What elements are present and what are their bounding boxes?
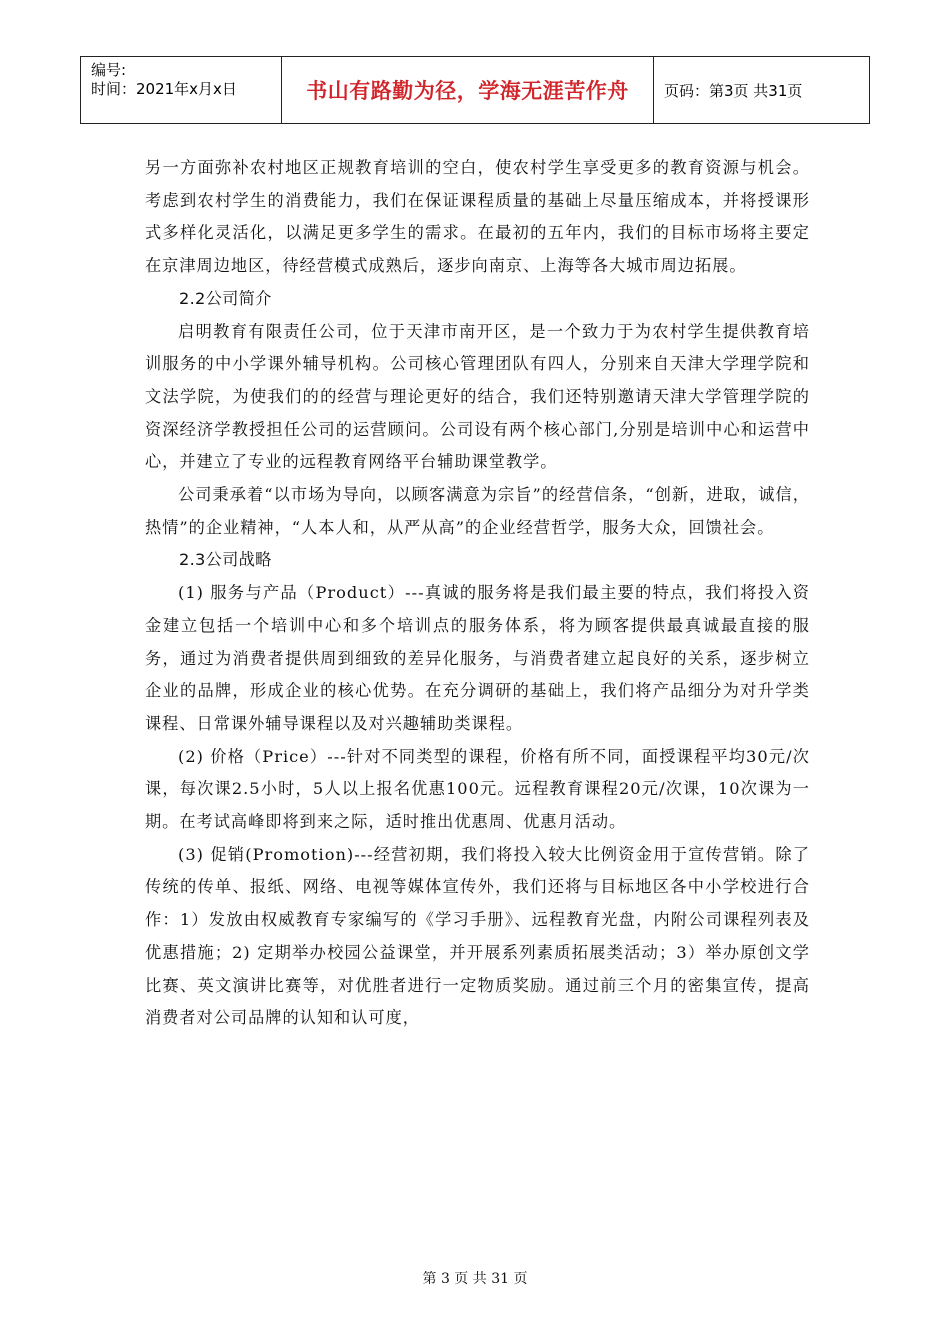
serial-number-label: 编号:: [91, 61, 127, 79]
header-motto: 书山有路勤为径，学海无涯苦作舟: [306, 79, 629, 103]
page-header-table: [80, 56, 870, 124]
header-meta-cell: [81, 57, 282, 123]
date-label: 时间：2021年x月x日: [91, 80, 237, 98]
header-page-cell: [654, 57, 869, 123]
paragraph-company-values: 公司秉承着“以市场为导向，以顾客满意为宗旨”的经营信条，“创新，进取，诚信，热情”的企业精神，“人本人和，从严从高”的企业经营哲学，服务大众，回馈社会。: [145, 485, 810, 537]
footer-page-number: 第 3 页 共 31 页: [422, 1271, 528, 1287]
paragraph-strategy-product: (1) 服务与产品（Product）---真诚的服务将是我们最主要的特点，我们将投入资金建立包括一个培训中心和多个培训点的服务体系，将为顾客提供最真诚最直接的服务，通过为消费者提供周到细致的差异化服务，与消费者建立起良好的关系，逐步树立企业的品牌，形成企业的核心优势。在充分调研的基础上，我们将产品细分为对升学类课程、日常课外辅导课程以及对兴趣辅助类课程。: [145, 583, 810, 733]
section-heading-company-strategy: 2.3公司战略: [179, 550, 272, 570]
paragraph-continuation: 另一方面弥补农村地区正规教育培训的空白，使农村学生享受更多的教育资源与机会。考虑到农村学生的消费能力，我们在保证课程质量的基础上尽量压缩成本，并将授课形式多样化灵活化，以满足更多学生的需求。在最初的五年内，我们的目标市场将主要定在京津周边地区，待经营模式成熟后，逐步向南京、上海等各大城市周边拓展。: [145, 158, 810, 276]
page-footer: [0, 1268, 950, 1288]
paragraph-strategy-promotion: (3) 促销(Promotion)---经营初期，我们将投入较大比例资金用于宣传营销。除了传统的传单、报纸、网络、电视等媒体宣传外，我们还将与目标地区各中小学校进行合作：1）发放由权威教育专家编写的《学习手册》、远程教育光盘，内附公司课程列表及优惠措施；2) 定期举办校园公益课堂，并开展系列素质拓展类活动；3）举办原创文学比赛、英文演讲比赛等，对优胜者进行一定物质奖励。通过前三个月的密集宣传，提高消费者对公司品牌的认知和认可度，: [145, 844, 810, 1028]
header-motto-cell: [282, 57, 654, 123]
section-heading-company-intro: 2.2公司简介: [179, 288, 272, 308]
header-page-info: 页码：第3页 共31页: [664, 81, 803, 100]
paragraph-company-intro: 启明教育有限责任公司，位于天津市南开区，是一个致力于为农村学生提供教育培训服务的中小学课外辅导机构。公司核心管理团队有四人，分别来自天津大学理学院和文法学院，为使我们的的经营与理论更好的结合，我们还特别邀请天津大学管理学院的资深经济学教授担任公司的运营顾问。公司设有两个核心部门,分别是培训中心和运营中心，并建立了专业的远程教育网络平台辅助课堂教学。: [145, 321, 810, 472]
document-body: [145, 152, 810, 1035]
paragraph-strategy-price: (2) 价格（Price）---针对不同类型的课程，价格有所不同，面授课程平均30元/次课，每次课2.5小时，5人以上报名优惠100元。远程教育课程20元/次课，10次课为一期。在考试高峰即将到来之际，适时推出优惠周、优惠月活动。: [145, 746, 810, 832]
